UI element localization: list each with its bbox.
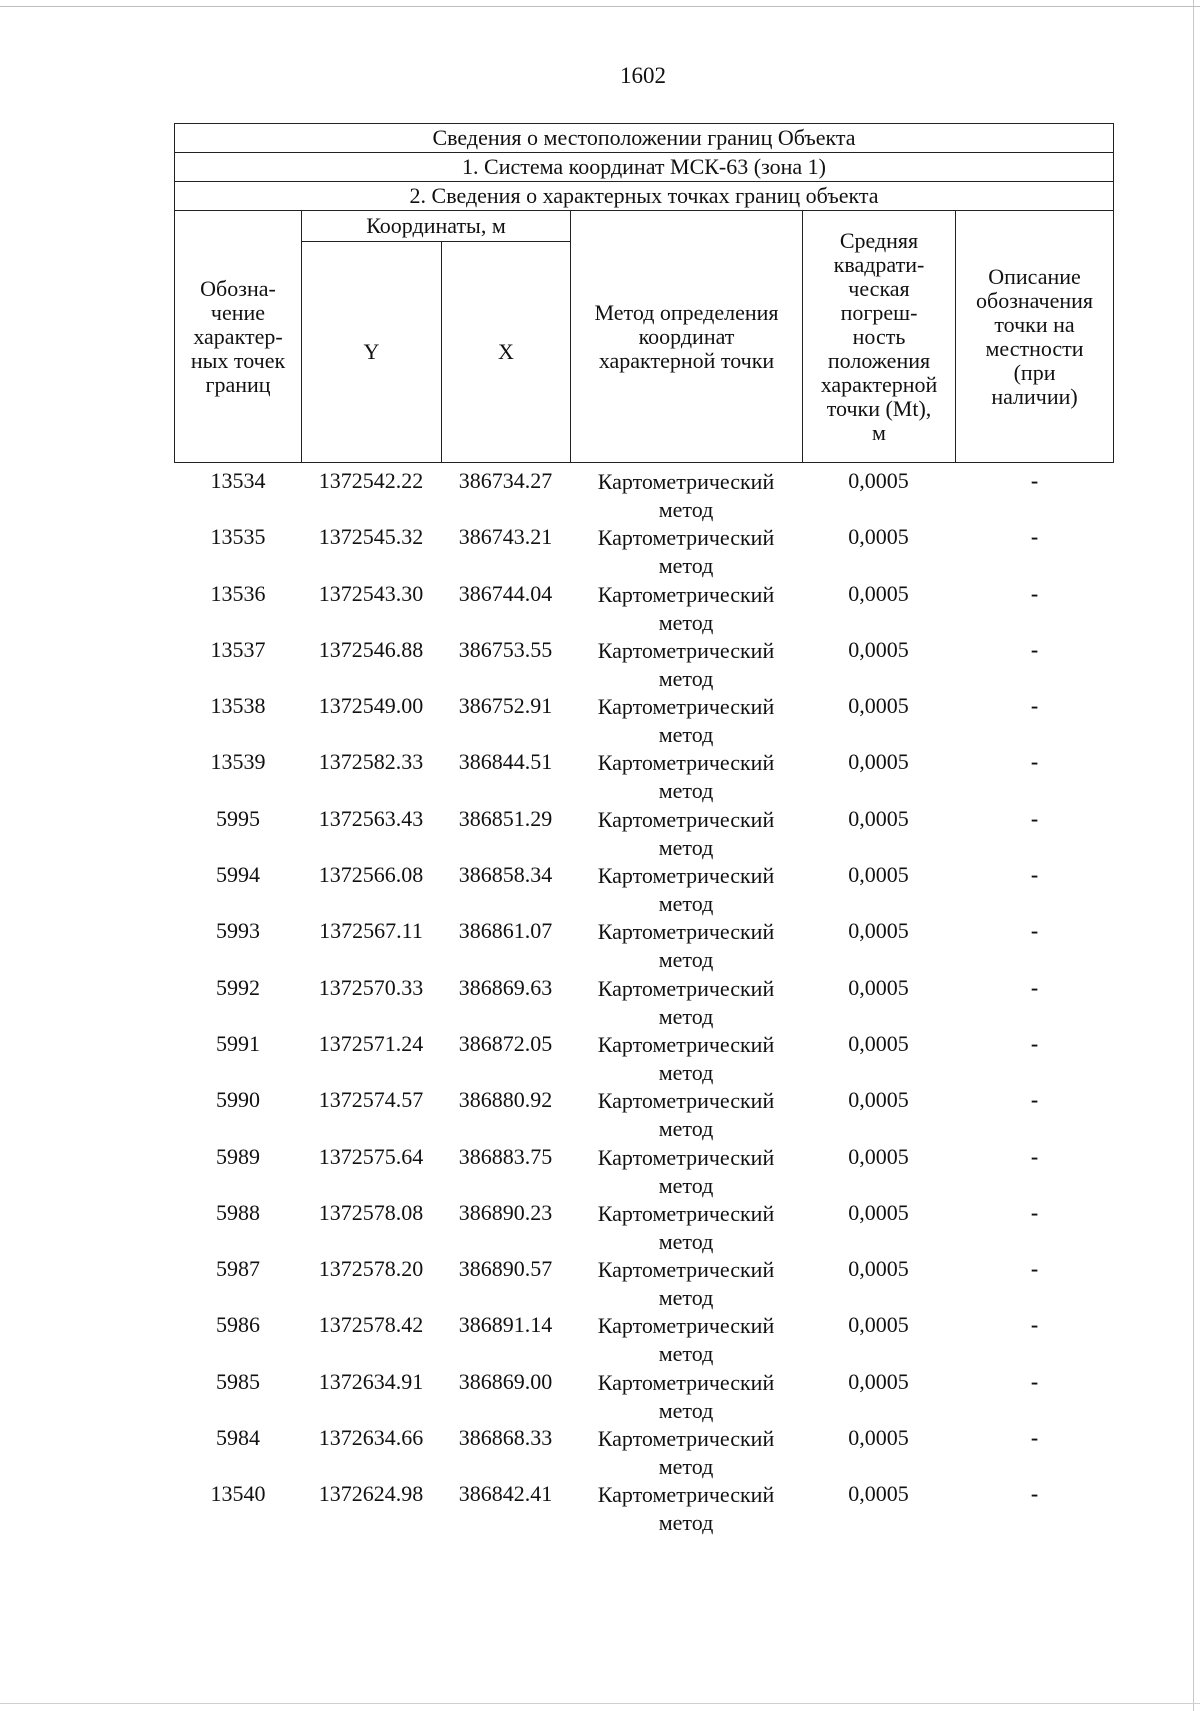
method-cell	[570, 806, 802, 862]
description-value: -	[1030, 1425, 1039, 1451]
error-value: 0,0005	[848, 805, 909, 831]
point-id: 5988	[216, 1199, 260, 1225]
coordinate-x: 386851.29	[458, 805, 553, 831]
method-line: метод	[658, 1397, 714, 1423]
method-line: метод	[658, 1003, 714, 1029]
table-title: Сведения о местоположении границ Объекта	[175, 124, 1114, 153]
method-line: метод	[658, 834, 714, 860]
point-id: 5993	[216, 918, 260, 944]
coordinate-y: 1372634.91	[318, 1368, 424, 1394]
coordinate-y: 1372570.33	[318, 974, 424, 1000]
description-value: -	[1030, 1312, 1039, 1338]
column-header-line: ных точек	[190, 347, 286, 373]
coordinate-x: 386743.21	[458, 524, 553, 550]
method-line: Картометрический	[597, 806, 775, 832]
coordinate-x: 386842.41	[458, 1481, 553, 1507]
column-header-line: характерной точки	[598, 347, 775, 373]
page-edge-right	[1193, 0, 1194, 1711]
description-value: -	[1030, 693, 1039, 719]
error-value: 0,0005	[848, 468, 909, 493]
error-value: 0,0005	[848, 1425, 909, 1451]
coordinate-y: 1372566.08	[318, 862, 424, 888]
error-value: 0,0005	[848, 862, 909, 888]
coordinate-x: 386861.07	[458, 918, 553, 944]
table-row	[174, 1087, 1113, 1143]
table-row	[174, 1144, 1113, 1200]
table-row	[174, 1425, 1113, 1481]
method-cell	[570, 581, 802, 637]
coordinate-x: 386890.57	[458, 1256, 553, 1282]
method-cell	[570, 1087, 802, 1143]
method-cell	[570, 1481, 802, 1537]
column-header-line: Средняя	[839, 227, 919, 253]
coordinate-y: 1372575.64	[318, 1143, 424, 1169]
method-line: Картометрический	[597, 1088, 775, 1114]
description-value: -	[1030, 1256, 1039, 1282]
method-line: метод	[658, 665, 714, 691]
table-row	[174, 749, 1113, 805]
method-line: Картометрический	[597, 694, 775, 720]
coordinate-x: 386890.23	[458, 1199, 553, 1225]
method-cell	[570, 693, 802, 749]
error-value: 0,0005	[848, 1030, 909, 1056]
error-value: 0,0005	[848, 1199, 909, 1225]
page-edge-top	[0, 6, 1200, 7]
method-cell	[570, 1369, 802, 1425]
method-line: метод	[658, 1172, 714, 1198]
coordinate-y: 1372543.30	[318, 580, 424, 606]
table-row	[174, 1200, 1113, 1256]
column-header-method	[571, 211, 803, 463]
method-line: Картометрический	[597, 1031, 775, 1057]
method-cell	[570, 1031, 802, 1087]
point-id: 5991	[216, 1030, 260, 1056]
point-id: 5990	[216, 1087, 260, 1113]
method-line: Картометрический	[597, 1257, 775, 1283]
point-id: 13535	[210, 524, 266, 550]
method-cell	[570, 1256, 802, 1312]
table-row	[174, 1369, 1113, 1425]
description-value: -	[1030, 1143, 1039, 1169]
description-value: -	[1030, 524, 1039, 550]
error-value: 0,0005	[848, 1256, 909, 1282]
point-id: 5994	[216, 862, 260, 888]
error-value: 0,0005	[848, 1143, 909, 1169]
coordinate-x: 386868.33	[458, 1425, 553, 1451]
coordinate-x: 386858.34	[458, 862, 553, 888]
column-header-x: X	[442, 242, 571, 463]
description-value: -	[1030, 1199, 1039, 1225]
table-row	[174, 468, 1113, 524]
coordinate-system-heading: 1. Система координат МСК-63 (зона 1)	[175, 153, 1114, 182]
method-line: Картометрический	[597, 581, 775, 607]
coordinate-x: 386869.63	[458, 974, 553, 1000]
method-line: метод	[658, 1285, 714, 1311]
column-header-line: Обозна-	[200, 275, 276, 301]
description-value: -	[1030, 974, 1039, 1000]
table-row	[174, 1481, 1113, 1537]
description-value: -	[1030, 580, 1039, 606]
coordinate-x: 386744.04	[458, 580, 553, 606]
method-line: Картометрический	[597, 863, 775, 889]
method-line: метод	[658, 1510, 714, 1536]
error-value: 0,0005	[848, 1087, 909, 1113]
method-cell	[570, 1200, 802, 1256]
coordinate-y: 1372571.24	[318, 1030, 424, 1056]
method-line: метод	[658, 497, 714, 522]
page-edge-bottom	[0, 1703, 1200, 1704]
column-header-line: (при	[1013, 359, 1056, 385]
coordinate-y: 1372542.22	[318, 468, 424, 493]
coordinate-y: 1372578.42	[318, 1312, 424, 1338]
column-header-line: положения	[827, 347, 931, 373]
column-header-designation	[175, 211, 302, 463]
description-value: -	[1030, 918, 1039, 944]
column-header-line: характер-	[193, 323, 283, 349]
method-line: Картометрический	[597, 1369, 775, 1395]
column-header-line: Описание	[988, 263, 1081, 289]
table-row	[174, 806, 1113, 862]
method-cell	[570, 637, 802, 693]
method-line: Картометрический	[597, 469, 775, 494]
error-value: 0,0005	[848, 524, 909, 550]
coordinate-x: 386880.92	[458, 1087, 553, 1113]
table-row	[174, 693, 1113, 749]
column-header-y: Y	[302, 242, 442, 463]
column-header-line: чение	[210, 299, 266, 325]
description-value: -	[1030, 636, 1039, 662]
description-value: -	[1030, 1030, 1039, 1056]
coordinate-y: 1372563.43	[318, 805, 424, 831]
table-row	[174, 524, 1113, 580]
table-row	[174, 637, 1113, 693]
coordinate-y: 1372549.00	[318, 693, 424, 719]
method-cell	[570, 749, 802, 805]
table-row	[174, 1312, 1113, 1368]
coordinate-x: 386883.75	[458, 1143, 553, 1169]
table-row	[174, 862, 1113, 918]
method-line: метод	[658, 1341, 714, 1367]
section-heading: 2. Сведения о характерных точках границ объекта	[175, 182, 1114, 211]
column-header-line: границ	[205, 371, 271, 397]
error-value: 0,0005	[848, 918, 909, 944]
point-id: 5986	[216, 1312, 260, 1338]
table-row	[174, 975, 1113, 1031]
coordinate-y: 1372545.32	[318, 524, 424, 550]
column-header-description	[956, 211, 1114, 463]
method-line: метод	[658, 1454, 714, 1480]
coordinate-x: 386872.05	[458, 1030, 553, 1056]
method-cell	[570, 1144, 802, 1200]
method-line: Картометрический	[597, 750, 775, 776]
column-header-line: точки на	[994, 311, 1075, 337]
coordinate-y: 1372624.98	[318, 1481, 424, 1507]
error-value: 0,0005	[848, 1368, 909, 1394]
column-header-line: м	[872, 419, 886, 445]
method-cell	[570, 862, 802, 918]
method-line: Картометрический	[597, 525, 775, 551]
point-id: 5984	[216, 1425, 260, 1451]
column-header-line: наличии)	[991, 383, 1078, 409]
point-id: 5987	[216, 1256, 260, 1282]
boundary-header-table	[174, 123, 1114, 463]
error-value: 0,0005	[848, 749, 909, 775]
column-header-line: характерной	[820, 371, 938, 397]
method-line: Картометрический	[597, 1426, 775, 1452]
error-value: 0,0005	[848, 1481, 909, 1507]
table-row	[174, 581, 1113, 637]
coordinate-x: 386844.51	[458, 749, 553, 775]
point-id: 13536	[210, 580, 266, 606]
error-value: 0,0005	[848, 974, 909, 1000]
method-cell	[570, 918, 802, 974]
point-id: 5985	[216, 1368, 260, 1394]
column-header-line: точки (Mt),	[826, 395, 932, 421]
method-line: Картометрический	[597, 1313, 775, 1339]
method-line: метод	[658, 609, 714, 635]
column-header-line: обозначения	[976, 287, 1094, 313]
method-line: метод	[658, 778, 714, 804]
column-header-line: ческая	[848, 275, 910, 301]
coordinate-x: 386752.91	[458, 693, 553, 719]
column-header-line: погреш-	[840, 299, 918, 325]
column-header-line: координат	[638, 323, 735, 349]
description-value: -	[1030, 749, 1039, 775]
description-value: -	[1030, 1368, 1039, 1394]
point-id: 5995	[216, 805, 260, 831]
description-value: -	[1030, 1481, 1039, 1507]
method-line: Картометрический	[597, 1200, 775, 1226]
coordinate-x: 386734.27	[458, 468, 553, 493]
table-row	[174, 1256, 1113, 1312]
point-id: 13538	[210, 693, 266, 719]
coordinate-x: 386869.00	[458, 1368, 553, 1394]
coordinate-y: 1372546.88	[318, 636, 424, 662]
method-line: метод	[658, 1059, 714, 1085]
coordinate-y: 1372574.57	[318, 1087, 424, 1113]
coordinate-y: 1372578.08	[318, 1199, 424, 1225]
column-header-coordinates: Координаты, м	[302, 211, 571, 242]
point-id: 5989	[216, 1143, 260, 1169]
method-cell	[570, 975, 802, 1031]
method-cell	[570, 1425, 802, 1481]
error-value: 0,0005	[848, 693, 909, 719]
method-line: Картометрический	[597, 1144, 775, 1170]
error-value: 0,0005	[848, 1312, 909, 1338]
coordinate-x: 386891.14	[458, 1312, 553, 1338]
coordinate-y: 1372582.33	[318, 749, 424, 775]
description-value: -	[1030, 468, 1039, 493]
table-row	[174, 1031, 1113, 1087]
description-value: -	[1030, 1087, 1039, 1113]
column-header-line: местности	[985, 335, 1084, 361]
description-value: -	[1030, 805, 1039, 831]
method-line: Картометрический	[597, 975, 775, 1001]
method-cell	[570, 524, 802, 580]
method-line: метод	[658, 722, 714, 748]
point-id: 13540	[210, 1481, 266, 1507]
method-line: метод	[658, 891, 714, 917]
column-header-line: квадрати-	[833, 251, 925, 277]
error-value: 0,0005	[848, 580, 909, 606]
coordinate-y: 1372578.20	[318, 1256, 424, 1282]
method-line: Картометрический	[597, 1482, 775, 1508]
point-id: 5992	[216, 974, 260, 1000]
page-number: 1602	[620, 63, 666, 88]
method-cell	[570, 468, 802, 524]
error-value: 0,0005	[848, 636, 909, 662]
description-value: -	[1030, 862, 1039, 888]
column-header-line: ность	[852, 323, 906, 349]
coordinate-y: 1372567.11	[319, 918, 423, 944]
column-header-line: Метод определения	[594, 299, 779, 325]
column-header-error	[803, 211, 956, 463]
point-id: 13539	[210, 749, 266, 775]
table-row	[174, 918, 1113, 974]
method-line: метод	[658, 947, 714, 973]
coordinate-x: 386753.55	[458, 636, 553, 662]
method-line: Картометрический	[597, 919, 775, 945]
method-line: Картометрический	[597, 637, 775, 663]
method-line: метод	[658, 1228, 714, 1254]
method-line: метод	[658, 1116, 714, 1142]
coordinate-y: 1372634.66	[318, 1425, 424, 1451]
method-cell	[570, 1312, 802, 1368]
point-id: 13537	[210, 636, 266, 662]
boundary-points-list	[174, 468, 1113, 1538]
method-line: метод	[658, 553, 714, 579]
point-id: 13534	[210, 468, 266, 493]
